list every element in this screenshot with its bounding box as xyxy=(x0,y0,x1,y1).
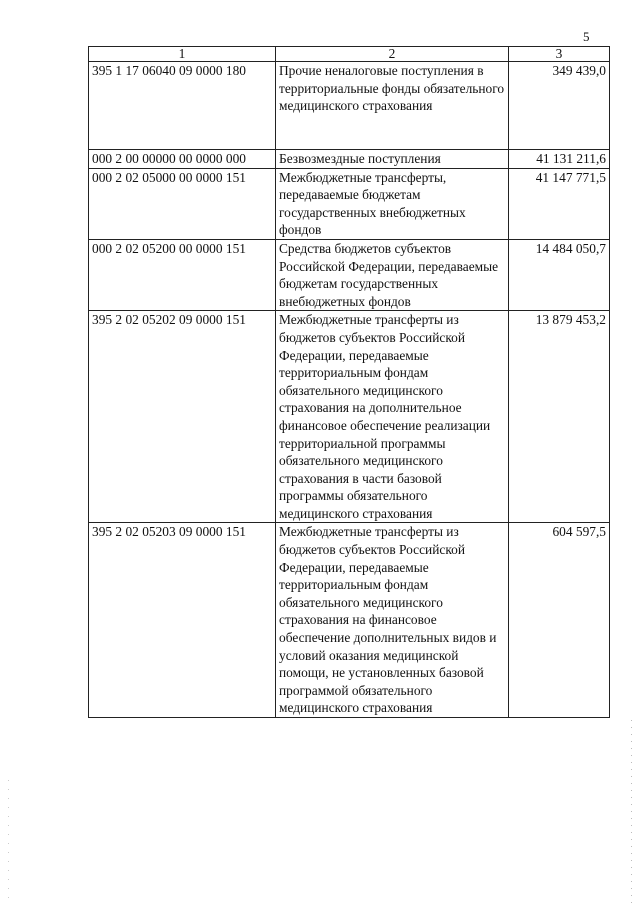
budget-revenue-table xyxy=(88,46,610,718)
budget-code-cell: 000 2 02 05000 00 0000 151 xyxy=(89,168,276,239)
revenue-name-cell: Прочие неналоговые поступления в территориальные фонды обязательного медицинского страхования xyxy=(276,62,509,150)
table-row xyxy=(89,62,610,150)
column-header-name: 2 xyxy=(276,47,509,62)
amount-cell: 14 484 050,7 xyxy=(509,239,610,310)
budget-code-cell: 395 1 17 06040 09 0000 180 xyxy=(89,62,276,150)
amount-cell: 41 131 211,6 xyxy=(509,150,610,169)
table-row xyxy=(89,168,610,239)
table-row xyxy=(89,311,610,523)
amount-cell: 349 439,0 xyxy=(509,62,610,150)
amount-cell: 604 597,5 xyxy=(509,523,610,718)
budget-code-cell: 395 2 02 05203 09 0000 151 xyxy=(89,523,276,718)
table-row xyxy=(89,150,610,169)
column-header-amount: 3 xyxy=(509,47,610,62)
revenue-name-cell: Безвозмездные поступления xyxy=(276,150,509,169)
amount-cell: 41 147 771,5 xyxy=(509,168,610,239)
budget-code-cell: 000 2 02 05200 00 0000 151 xyxy=(89,239,276,310)
budget-code-cell: 000 2 00 00000 00 0000 000 xyxy=(89,150,276,169)
table-row xyxy=(89,523,610,718)
budget-code-cell: 395 2 02 05202 09 0000 151 xyxy=(89,311,276,523)
scan-artifact-left xyxy=(8,780,9,900)
table-header-row xyxy=(89,47,610,62)
amount-cell: 13 879 453,2 xyxy=(509,311,610,523)
revenue-name-cell: Средства бюджетов субъектов Российской Федерации, передаваемые бюджетам государственных внебюджетных фондов xyxy=(276,239,509,310)
table-row xyxy=(89,239,610,310)
revenue-name-cell: Межбюджетные трансферты, передаваемые бюджетам государственных внебюджетных фондов xyxy=(276,168,509,239)
column-header-code: 1 xyxy=(89,47,276,62)
revenue-name-cell: Межбюджетные трансферты из бюджетов субъектов Российской Федерации, передаваемые территориальным фондам обязательного медицинского страхования на дополнительное финансовое обеспечение реализации территориальной программы обязательного медицинского страхования в части базовой программы обязательного медицинского страхования xyxy=(276,311,509,523)
scan-artifact-right xyxy=(631,720,632,905)
revenue-name-cell: Межбюджетные трансферты из бюджетов субъектов Российской Федерации, передаваемые территориальным фондам обязательного медицинского страхования на финансовое обеспечение дополнительных видов и условий оказания медицинской помощи, не установленных базовой программой обязательного медицинского страхования xyxy=(276,523,509,718)
page-number: 5 xyxy=(583,29,590,44)
